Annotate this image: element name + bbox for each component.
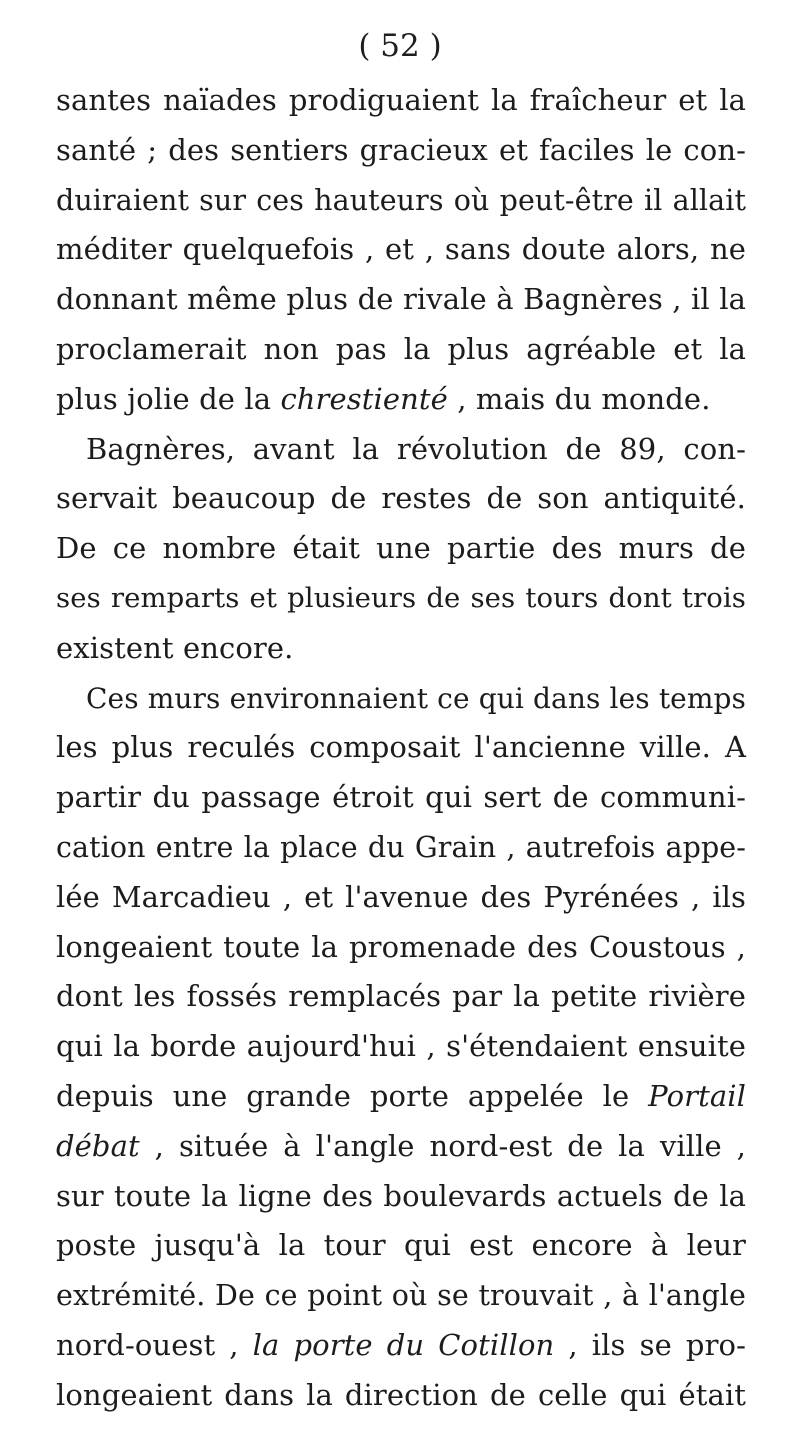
text-segment: donnant même plus de rivale à Bagnères , il la — [56, 282, 746, 317]
text-segment: , située à l'angle nord-est de la ville , — [139, 1128, 746, 1163]
text-segment: les plus reculés composait l'ancienne ville. A — [56, 730, 746, 765]
text-segment: Bagnères, avant la révolution de 89, con- — [86, 431, 746, 466]
text-line — [56, 1371, 746, 1421]
text-line — [56, 823, 746, 873]
text-line — [56, 1271, 746, 1321]
italic-text-segment: débat — [56, 1128, 140, 1163]
text-line — [56, 1221, 746, 1271]
text-line — [56, 624, 746, 674]
text-line — [56, 275, 746, 325]
text-line — [56, 1072, 746, 1122]
text-line — [56, 873, 746, 923]
text-line — [56, 1022, 746, 1072]
text-line — [56, 225, 746, 275]
text-segment: De ce nombre était une partie des murs de — [56, 531, 746, 566]
text-segment: plus jolie de la — [56, 381, 281, 416]
text-segment: longeaient toute la promenade des Coustous , — [56, 929, 746, 964]
text-line — [56, 524, 746, 574]
text-line — [56, 972, 746, 1022]
italic-text-segment: Portail — [648, 1078, 746, 1113]
body-text — [56, 76, 746, 1421]
text-segment: nord-ouest , — [56, 1327, 253, 1362]
text-segment: longeaient dans la direction de celle qui était — [56, 1377, 746, 1412]
text-segment: santes naïades prodiguaient la fraîcheur et la — [56, 83, 746, 117]
text-line — [56, 176, 746, 226]
text-line — [56, 126, 746, 176]
text-segment: cation entre la place du Grain , autrefois appe- — [56, 830, 746, 864]
text-segment: dont les fossés remplacés par la petite rivière — [56, 979, 746, 1014]
text-segment: proclamerait non pas la plus agréable et la — [56, 331, 746, 366]
text-segment: Ces murs environnaient ce qui dans les temps — [86, 681, 746, 715]
text-segment: , ils se pro- — [554, 1327, 746, 1362]
text-segment: existent encore. — [56, 630, 294, 665]
text-line — [56, 474, 746, 524]
text-line — [56, 1122, 746, 1172]
text-segment: ses remparts et plusieurs de ses tours dont trois — [56, 581, 746, 614]
text-line — [56, 923, 746, 973]
text-segment: santé ; des sentiers gracieux et faciles le con- — [56, 132, 746, 167]
text-segment: extrémité. De ce point où se trouvait , à l'angle — [56, 1279, 746, 1313]
text-segment: poste jusqu'à la tour qui est encore à leur — [56, 1228, 746, 1263]
text-segment: depuis une grande porte appelée le — [56, 1078, 649, 1113]
text-line — [56, 574, 746, 624]
text-line — [56, 1321, 746, 1371]
text-line — [56, 425, 746, 475]
text-line — [56, 325, 746, 375]
text-segment: méditer quelquefois , et , sans doute alors, ne — [56, 232, 746, 267]
text-line — [56, 674, 746, 724]
text-line — [56, 375, 746, 425]
text-line — [56, 1172, 746, 1222]
text-segment: duiraient sur ces hauteurs où peut-être il allait — [56, 183, 746, 217]
text-segment: qui la borde aujourd'hui , s'étendaient ensuite — [56, 1029, 746, 1064]
text-line — [56, 76, 746, 126]
text-segment: , mais du monde. — [447, 381, 711, 416]
text-segment: lée Marcadieu , et l'avenue des Pyrénées , ils — [56, 879, 746, 914]
italic-text-segment: chrestienté — [280, 381, 448, 416]
text-line — [56, 723, 746, 773]
text-segment: servait beaucoup de restes de son antiquité. — [56, 481, 746, 516]
page-number: ( 52 ) — [358, 28, 442, 64]
italic-text-segment: la porte du Cotillon — [252, 1327, 555, 1362]
text-segment: partir du passage étroit qui sert de communi- — [56, 780, 746, 815]
text-line — [56, 773, 746, 823]
text-segment: sur toute la ligne des boulevards actuels de la — [56, 1178, 746, 1213]
